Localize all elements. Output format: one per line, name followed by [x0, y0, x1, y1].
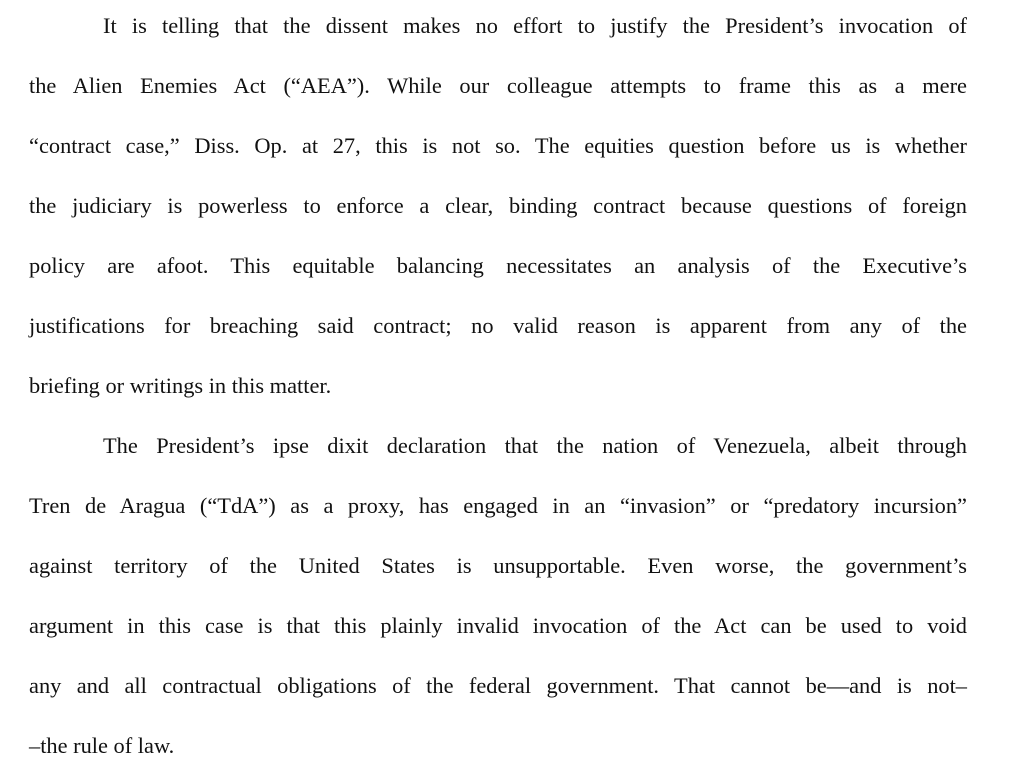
paragraph-2-line-2: Tren de Aragua (“TdA”) as a proxy, has engaged in an “invasion” or “predatory incursion” — [29, 493, 967, 518]
paragraph-1-line-7: briefing or writings in this matter. — [29, 373, 332, 398]
paragraph-1-line-2: the Alien Enemies Act (“AEA”). While our colleague attempts to frame this as a mere — [29, 73, 967, 98]
paragraph-2-line-1: The President’s ipse dixit declaration that the nation of Venezuela, albeit through — [103, 433, 967, 458]
paragraph-1-line-1: It is telling that the dissent makes no effort to justify the President’s invocation of — [103, 13, 967, 38]
paragraph-1-line-4: the judiciary is powerless to enforce a clear, binding contract because questions of foreign — [29, 193, 967, 218]
paragraph-2-line-4: argument in this case is that this plainly invalid invocation of the Act can be used to void — [29, 613, 967, 638]
paragraph-1-line-3: “contract case,” Diss. Op. at 27, this is not so. The equities question before us is whether — [29, 133, 967, 158]
paragraph-2-line-3: against territory of the United States is unsupportable. Even worse, the government’s — [29, 553, 967, 578]
paragraph-1-line-6: justifications for breaching said contract; no valid reason is apparent from any of the — [29, 313, 967, 338]
paragraph-2-line-6: –the rule of law. — [29, 733, 175, 758]
paragraph-2-line-5: any and all contractual obligations of the federal government. That cannot be—and is not– — [29, 673, 967, 698]
paragraph-1-line-5: policy are afoot. This equitable balancing necessitates an analysis of the Executive’s — [29, 253, 967, 278]
